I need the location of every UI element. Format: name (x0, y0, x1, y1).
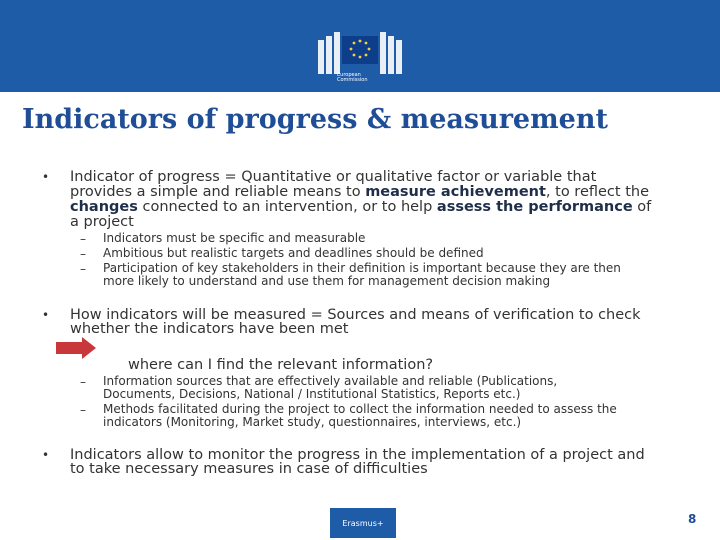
sub-dash: – (80, 403, 86, 417)
sub-dash: – (80, 232, 86, 246)
sub-dash: – (80, 262, 86, 276)
arrow-question: where can I find the relevant information? (128, 357, 434, 373)
sub-item-5-cont: indicators (Monitoring, Market study, questionnaires, interviews, etc.) (103, 415, 522, 429)
emphasis-changes: changes (70, 199, 138, 215)
slide-title: Indicators of progress & measurement (22, 104, 608, 135)
text-span: , to reflect the (545, 184, 649, 200)
text-span: provides a simple and reliable means to (70, 184, 366, 200)
bullet-2-line1: How indicators will be measured = Sources and means of verification to check (70, 307, 641, 323)
bullet-1-line4: a project (70, 214, 134, 230)
text-span: of (632, 199, 652, 215)
sub-dash: – (80, 247, 86, 261)
bullet-1-line3 (70, 200, 651, 215)
bullet-dot-1: • (42, 170, 50, 184)
right-arrow-icon (56, 337, 96, 359)
bullet-3-line1: Indicators allow to monitor the progress in the implementation of a project and (70, 447, 645, 463)
logo-caption (337, 73, 368, 83)
sub-item-4-cont: Documents, Decisions, National / Institutional Statistics, Reports etc.) (103, 387, 521, 401)
header-banner (0, 0, 720, 92)
sub-item-2: Ambitious but realistic targets and deadlines should be defined (103, 246, 484, 260)
sub-item-4: Information sources that are effectively available and reliable (Publications, (103, 374, 558, 388)
sub-item-3: Participation of key stakeholders in their definition is important because they are then (103, 261, 621, 275)
sub-item-5: Methods facilitated during the project to collect the information needed to assess the (103, 402, 617, 416)
logo-line1: European (337, 72, 361, 78)
erasmus-plus-logo: Erasmus+ (330, 508, 396, 538)
sub-item-3-cont: more likely to understand and use them for management decision making (103, 274, 551, 288)
sub-item-1: Indicators must be specific and measurable (103, 231, 366, 245)
page-number: 8 (688, 512, 697, 526)
sub-dash: – (80, 375, 86, 389)
bullet-1-line1: Indicator of progress = Quantitative or qualitative factor or variable that (70, 169, 597, 185)
bullet-2-line2: whether the indicators have been met (70, 321, 349, 337)
logo-line2: Commission (337, 77, 368, 83)
emphasis-measure-achievement: measure achievement (365, 184, 546, 200)
bullet-dot-2: • (42, 308, 50, 322)
bullet-3-line2: to take necessary measures in case of difficulties (70, 461, 428, 477)
text-span: connected to an intervention, or to help (137, 199, 437, 215)
bullet-1-line2 (70, 185, 649, 200)
bullet-dot-3: • (42, 448, 50, 462)
emphasis-assess-performance: assess the performance (436, 199, 633, 215)
